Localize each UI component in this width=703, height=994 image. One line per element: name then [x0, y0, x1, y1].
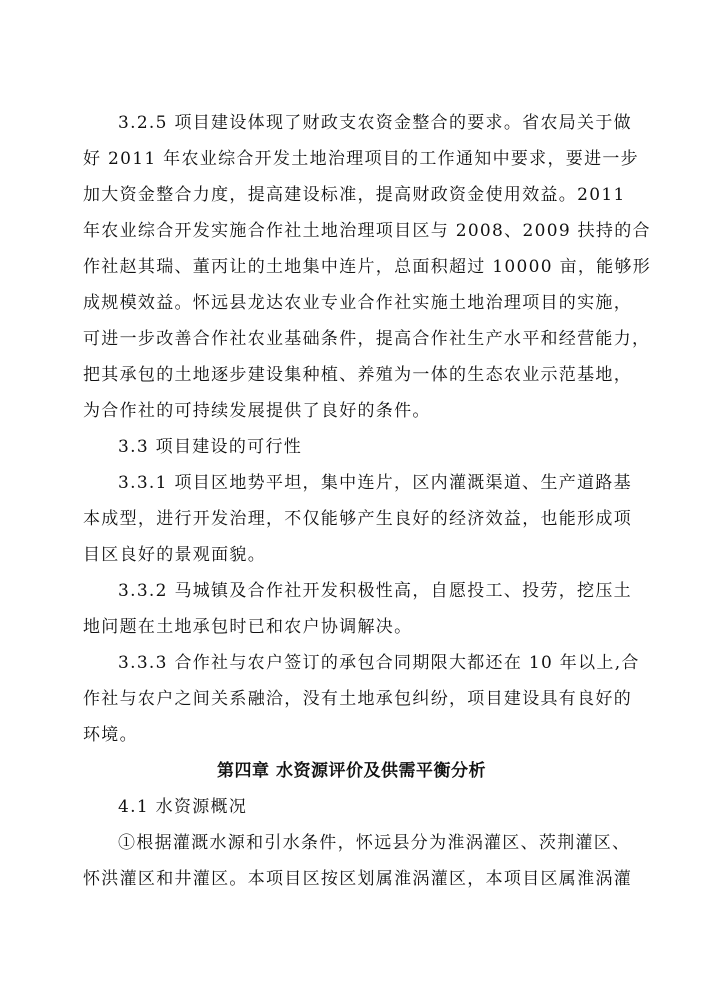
paragraph-line: 为合作社的可持续发展提供了良好的条件。	[83, 401, 431, 421]
paragraph-line: 好 2011 年农业综合开发土地治理项目的工作通知中要求，要进一步	[83, 149, 639, 169]
paragraph-line: 作社赵其瑞、董丙让的土地集中连片，总面积超过 10000 亩，能够形	[83, 257, 652, 277]
paragraph-line: 3.2.5 项目建设体现了财政支农资金整合的要求。省农局关于做	[118, 113, 632, 133]
paragraph-line: 可进一步改善合作社农业基础条件，提高合作社生产水平和经营能力，	[83, 329, 651, 349]
paragraph-line: 3.3.2 马城镇及合作社开发积极性高，自愿投工、投劳，挖压土	[118, 581, 632, 601]
paragraph-line: 怀洪灌区和井灌区。本项目区按区划属淮涡灌区，本项目区属淮涡灌	[83, 869, 632, 889]
paragraph-line: 3.3.1 项目区地势平坦，集中连片，区内灌溉渠道、生产道路基	[118, 473, 632, 493]
paragraph-line: 3.3.3 合作社与农户签订的承包合同期限大都还在 10 年以上,合	[118, 653, 640, 673]
paragraph-line: 环境。	[83, 725, 138, 745]
paragraph-line: 本成型，进行开发治理，不仅能够产生良好的经济效益，也能形成项	[83, 509, 632, 529]
section-heading: 4.1 水资源概况	[118, 797, 248, 817]
paragraph-line: 年农业综合开发实施合作社土地治理项目区与 2008、2009 扶持的合	[83, 221, 651, 241]
paragraph-line: 目区良好的景观面貌。	[83, 545, 266, 565]
paragraph-line: 把其承包的土地逐步建设集种植、养殖为一体的生态农业示范基地，	[83, 365, 632, 385]
section-heading: 3.3 项目建设的可行性	[118, 437, 303, 457]
paragraph-line: 加大资金整合力度，提高建设标准，提高财政资金使用效益。2011	[83, 185, 626, 205]
paragraph-line: ①根据灌溉水源和引水条件，怀远县分为淮涡灌区、茨荆灌区、	[118, 833, 631, 853]
paragraph-line: 成规模效益。怀远县龙达农业专业合作社实施土地治理项目的实施，	[83, 293, 632, 313]
chapter-title: 第四章 水资源评价及供需平衡分析	[217, 761, 486, 781]
paragraph-line: 作社与农户之间关系融洽，没有土地承包纠纷，项目建设具有良好的	[83, 689, 632, 709]
paragraph-line: 地问题在土地承包时已和农户协调解决。	[83, 617, 413, 637]
